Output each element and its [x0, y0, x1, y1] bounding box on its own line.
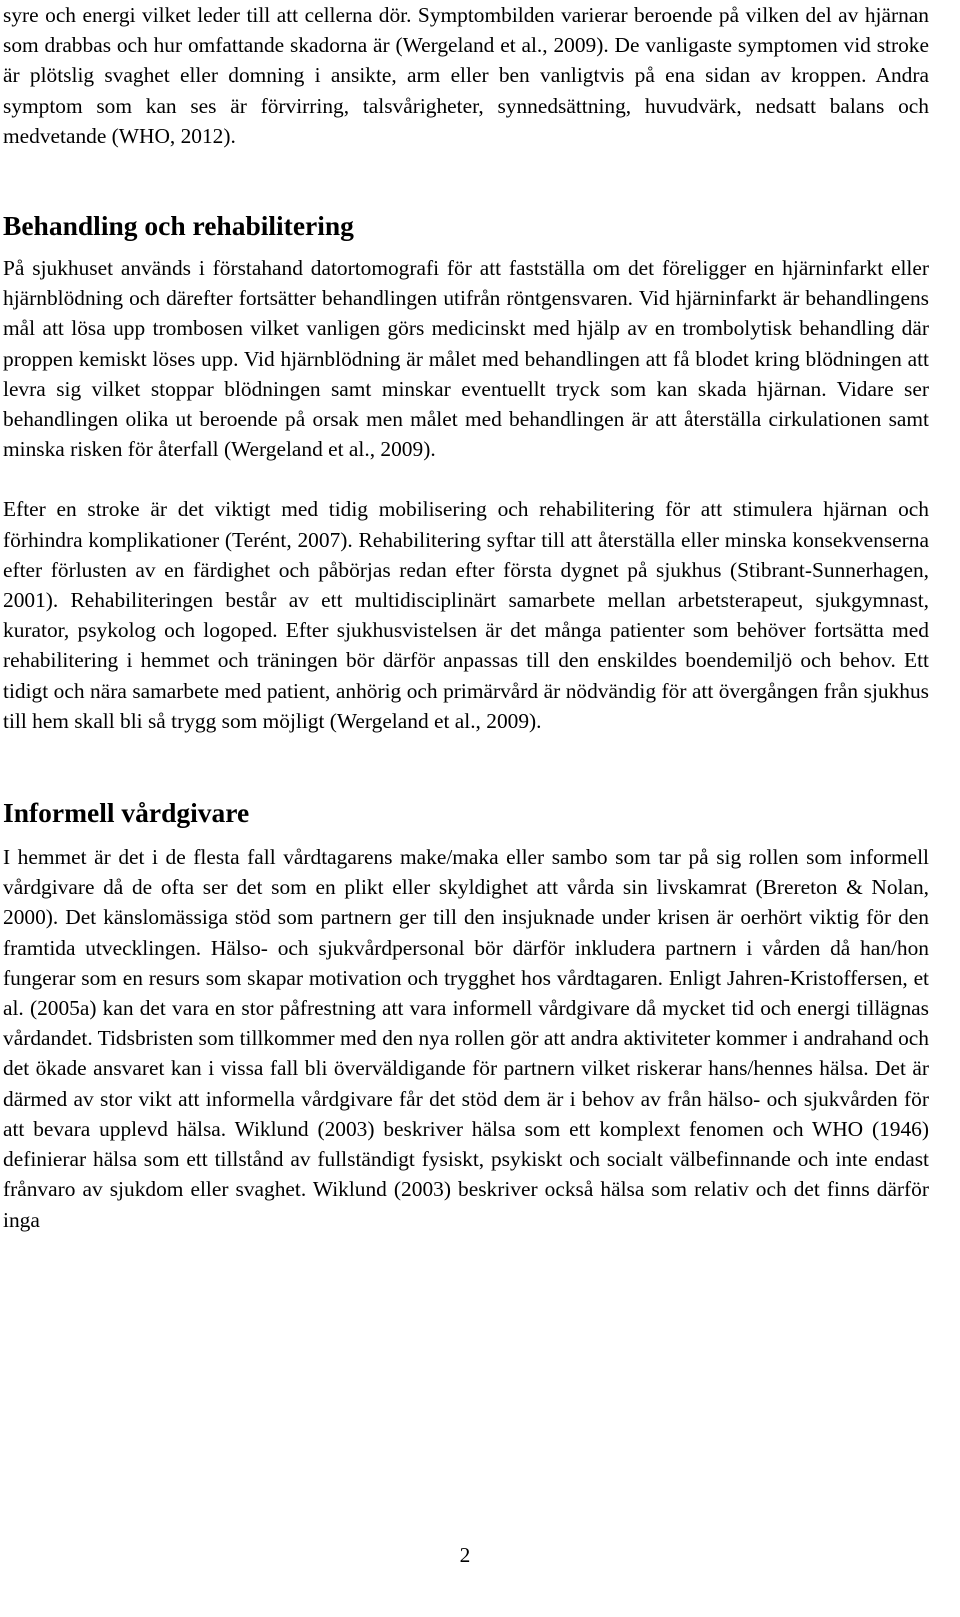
paragraph-rehabilitering: Efter en stroke är det viktigt med tidig mobilisering och rehabilitering för att stimulera hjärnan och förhindra komplikationer (Terént, 2007). Rehabilitering syftar till att återställa eller minska konsekvenserna efter förlusten av en färdighet och påbörjas redan efter första dygnet på sjukhus (Stibrant-Sunnerhagen, 2001). Rehabiliteringen består av ett multidisciplinärt samarbete mellan arbetsterapeut, sjukgymnast, kurator, psykolog och logoped. Efter sjukhusvistelsen är det många patienter som behöver fortsätta med rehabilitering i hemmet och träningen bör därför anpassas till den enskildes boendemiljö och behov. Ett tidigt och nära samarbete med patient, anhörig och primärvård är nödvändig för att övergången från sjukhus till hem skall bli så trygg som möjligt (Wergeland et al., 2009). [3, 497, 929, 733]
document-body [3, 0, 929, 1235]
paragraph-informell-vardgivare: I hemmet är det i de flesta fall vårdtagarens make/maka eller sambo som tar på sig rollen som informell vårdgivare då de ofta ser det som en plikt eller skyldighet att vårda sin livskamrat (Brereton & Nolan, 2000). Det känslomässiga stöd som partnern ger till den insjuknade under krisen är oerhört viktig för den framtida utvecklingen. Hälso- och sjukvårdpersonal bör därför inkludera partnern i vården då han/hon fungerar som en resurs som skapar motivation och trygghet hos vårdtagaren. Enligt Jahren-Kristoffersen, et al. (2005a) kan det vara en stor påfrestning att vara informell vårdgivare då mycket tid och energi tillägnas vårdandet. Tidsbristen som tillkommer med den nya rollen gör att andra aktiviteter kommer i andrahand och det ökade ansvaret kan i vissa fall bli överväldigande för partnern vilket riskerar hans/hennes hälsa. Det är därmed av stor vikt att informella vårdgivare får det stöd dem är i behov av från hälso- och sjukvården för att bevara upplevd hälsa. Wiklund (2003) beskriver hälsa som ett komplext fenomen och WHO (1946) definierar hälsa som ett tillstånd av fullständigt fysiskt, psykiskt och socialt välbefinnande och inte endast frånvaro av sjukdom eller svaghet. Wiklund (2003) beskriver också hälsa som relativ och det finns därför inga [3, 845, 929, 1232]
paragraph-behandling: På sjukhuset används i förstahand datortomografi för att fastställa om det föreligger en hjärninfarkt eller hjärnblödning och därefter fortsätter behandlingen utifrån röntgensvaren. Vid hjärninfarkt är behandlingens mål att lösa upp trombosen vilket vanligen görs medicinskt med hjälp av en trombolytisk behandling där proppen kemiskt löses upp. Vid hjärnblödning är målet med behandlingen att få blodet kring blödningen att levra sig vilket stoppar blödningen samt minskar eventuellt tryck som kan skada hjärnan. Vidare ser behandlingen olika ut beroende på orsak men målet med behandlingen är att återställa cirkulationen samt minska risken för återfall (Wergeland et al., 2009). [3, 256, 929, 462]
page-number: 2 [459, 1543, 471, 1567]
paragraph-intro: syre och energi vilket leder till att cellerna dör. Symptombilden varierar beroende på vilken del av hjärnan som drabbas och hur omfattande skadorna är (Wergeland et al., 2009). De vanligaste symptomen vid stroke är plötslig svaghet eller domning i ansikte, arm eller ben vanligtvis på ena sidan av kroppen. Andra symptom som kan ses är förvirring, talsvårigheter, synnedsättning, huvudvärk, nedsatt balans och medvetande (WHO, 2012). [3, 3, 929, 148]
heading-informell-vardgivare: Informell vårdgivare [3, 797, 250, 829]
heading-behandling-och-rehabilitering: Behandling och rehabilitering [3, 210, 354, 242]
